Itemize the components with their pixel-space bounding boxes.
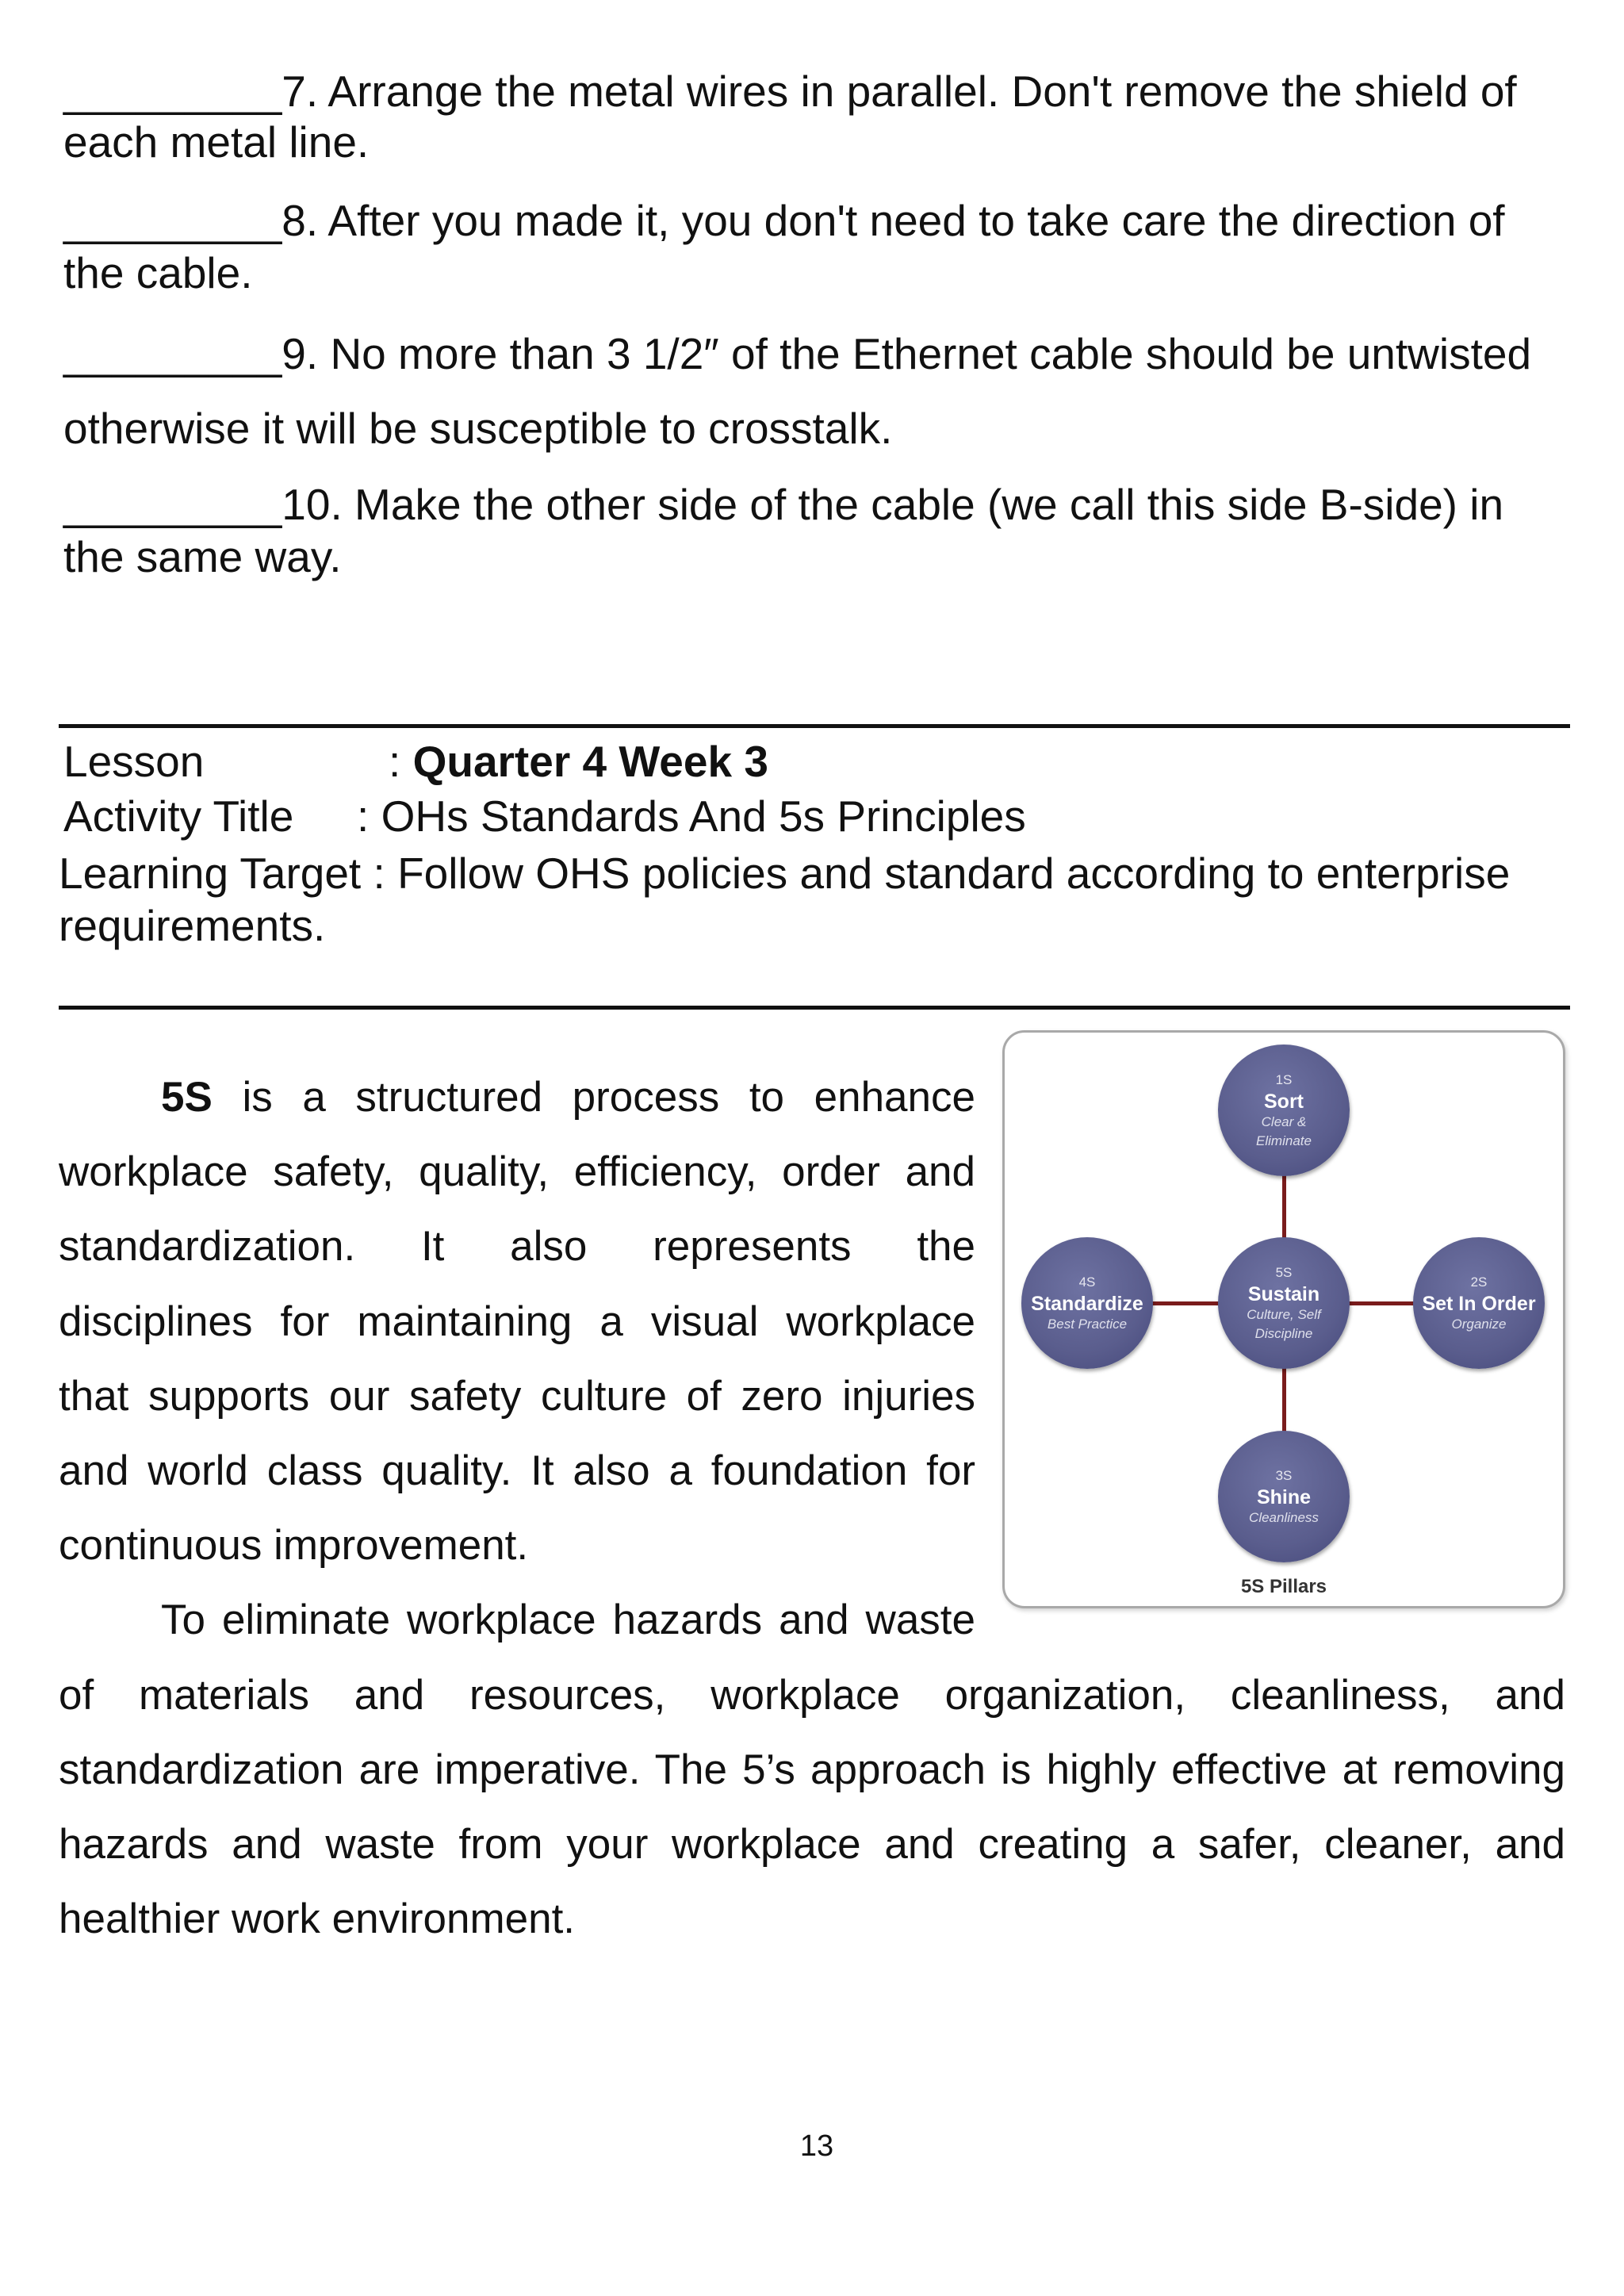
divider-top	[59, 724, 1570, 728]
pillar-name: Set In Order	[1422, 1293, 1536, 1315]
pillar-description: Cleanliness	[1249, 1510, 1319, 1525]
divider-bottom	[59, 1006, 1570, 1010]
pillar-description: Culture, Self	[1247, 1307, 1321, 1322]
fill-in-item-7	[63, 66, 1570, 167]
item-line	[63, 478, 1570, 531]
pillar-number: 4S	[1078, 1274, 1096, 1290]
answer-blank: _________	[63, 67, 282, 116]
learning-target-row-continued	[59, 899, 325, 953]
learning-target-label: Learning Target	[59, 849, 362, 898]
pillar-number: 1S	[1275, 1072, 1293, 1087]
lesson-row	[0, 734, 1624, 788]
separator-colon: :	[357, 792, 370, 841]
paragraph-2-line: hazards and waste from your workplace and creating a safer, cleaner, and	[59, 1820, 1565, 1868]
pillar-name: Standardize	[1031, 1293, 1143, 1315]
paragraph-2-line: healthier work environment.	[59, 1895, 576, 1943]
item-text: 7. Arrange the metal wires in parallel. Don't remove the shield of	[282, 67, 1517, 116]
activity-title-row	[0, 789, 1624, 843]
separator-colon: :	[373, 849, 385, 898]
item-line	[63, 316, 1570, 391]
lesson-value-group	[389, 734, 768, 788]
pillar-shine-circle	[1218, 1431, 1350, 1562]
paragraph-1-line: workplace safety, quality, efficiency, order and	[59, 1148, 975, 1196]
paragraph-1-text: is a structured process to enhance	[242, 1074, 975, 1121]
learning-target-value: Follow OHS policies and standard according to enterprise	[397, 849, 1511, 898]
pillar-name: Sustain	[1247, 1283, 1320, 1305]
item-text: 10. Make the other side of the cable (we call this side B-side) in	[282, 480, 1504, 529]
lesson-value: Quarter 4 Week 3	[412, 737, 768, 786]
paragraph-2-line: of materials and resources, workplace organization, cleanliness, and	[59, 1671, 1565, 1719]
paragraph-1-line	[59, 1060, 975, 1135]
learning-target-value-continued: requirements.	[59, 901, 326, 950]
lesson-label: Lesson	[63, 737, 205, 786]
pillar-number: 5S	[1275, 1265, 1293, 1280]
fill-in-item-10	[63, 478, 1570, 583]
item-text-continued: each metal line.	[63, 117, 370, 167]
answer-blank: _________	[63, 329, 282, 378]
item-text-continued: otherwise it will be susceptible to crosstalk.	[63, 404, 893, 453]
fill-in-item-8	[63, 194, 1570, 299]
paragraph-1-line: and world class quality. It also a foundation for	[59, 1447, 975, 1494]
item-text: 8. After you made it, you don't need to take care the direction of	[282, 196, 1505, 245]
paragraph-1-line: that supports our safety culture of zero injuries	[59, 1372, 975, 1420]
pillar-description: Eliminate	[1256, 1133, 1312, 1148]
page-number: 13	[799, 2129, 834, 2163]
paragraph-1-line: standardization. It also represents the	[59, 1223, 975, 1271]
learning-target-row	[59, 846, 1510, 900]
pillar-number: 2S	[1470, 1274, 1488, 1290]
activity-title-value-group	[357, 789, 1026, 843]
item-text-continued: the same way.	[63, 532, 342, 581]
pillar-sort-circle	[1218, 1045, 1350, 1176]
fill-in-item-9	[63, 316, 1570, 466]
term-5s: 5S	[161, 1074, 213, 1121]
paragraph-1-line: continuous improvement.	[59, 1522, 529, 1570]
item-text-continued: the cable.	[63, 248, 253, 297]
item-line	[63, 66, 1570, 117]
diagram-caption: 5S Pillars	[1240, 1576, 1327, 1597]
pillar-name: Sort	[1264, 1091, 1304, 1113]
pillar-description: Discipline	[1254, 1326, 1313, 1341]
separator-colon: :	[389, 737, 401, 786]
pillar-description: Organize	[1451, 1317, 1507, 1332]
pillar-description: Best Practice	[1047, 1317, 1128, 1332]
item-text: 9. No more than 3 1/2″ of the Ethernet cable should be untwisted	[282, 329, 1532, 378]
paragraph-2-line: standardization are imperative. The 5’s approach is highly effective at removing	[59, 1746, 1565, 1793]
5s-pillars-diagram	[1002, 1030, 1565, 1608]
item-line	[63, 194, 1570, 247]
pillar-set-in-order-circle	[1413, 1237, 1545, 1369]
paragraph-1-line: disciplines for maintaining a visual workplace	[59, 1297, 975, 1345]
activity-title-label: Activity Title	[63, 792, 294, 841]
activity-title-value: OHs Standards And 5s Principles	[381, 792, 1026, 841]
pillar-number: 3S	[1275, 1468, 1293, 1483]
pillar-standardize-circle	[1021, 1237, 1153, 1369]
pillar-description: Clear &	[1261, 1114, 1307, 1129]
answer-blank: _________	[63, 480, 282, 529]
pillar-sustain-circle	[1218, 1237, 1350, 1369]
paragraph-2-line: To eliminate workplace hazards and waste	[161, 1596, 975, 1644]
pillar-name: Shine	[1256, 1486, 1312, 1508]
answer-blank: _________	[63, 196, 282, 245]
